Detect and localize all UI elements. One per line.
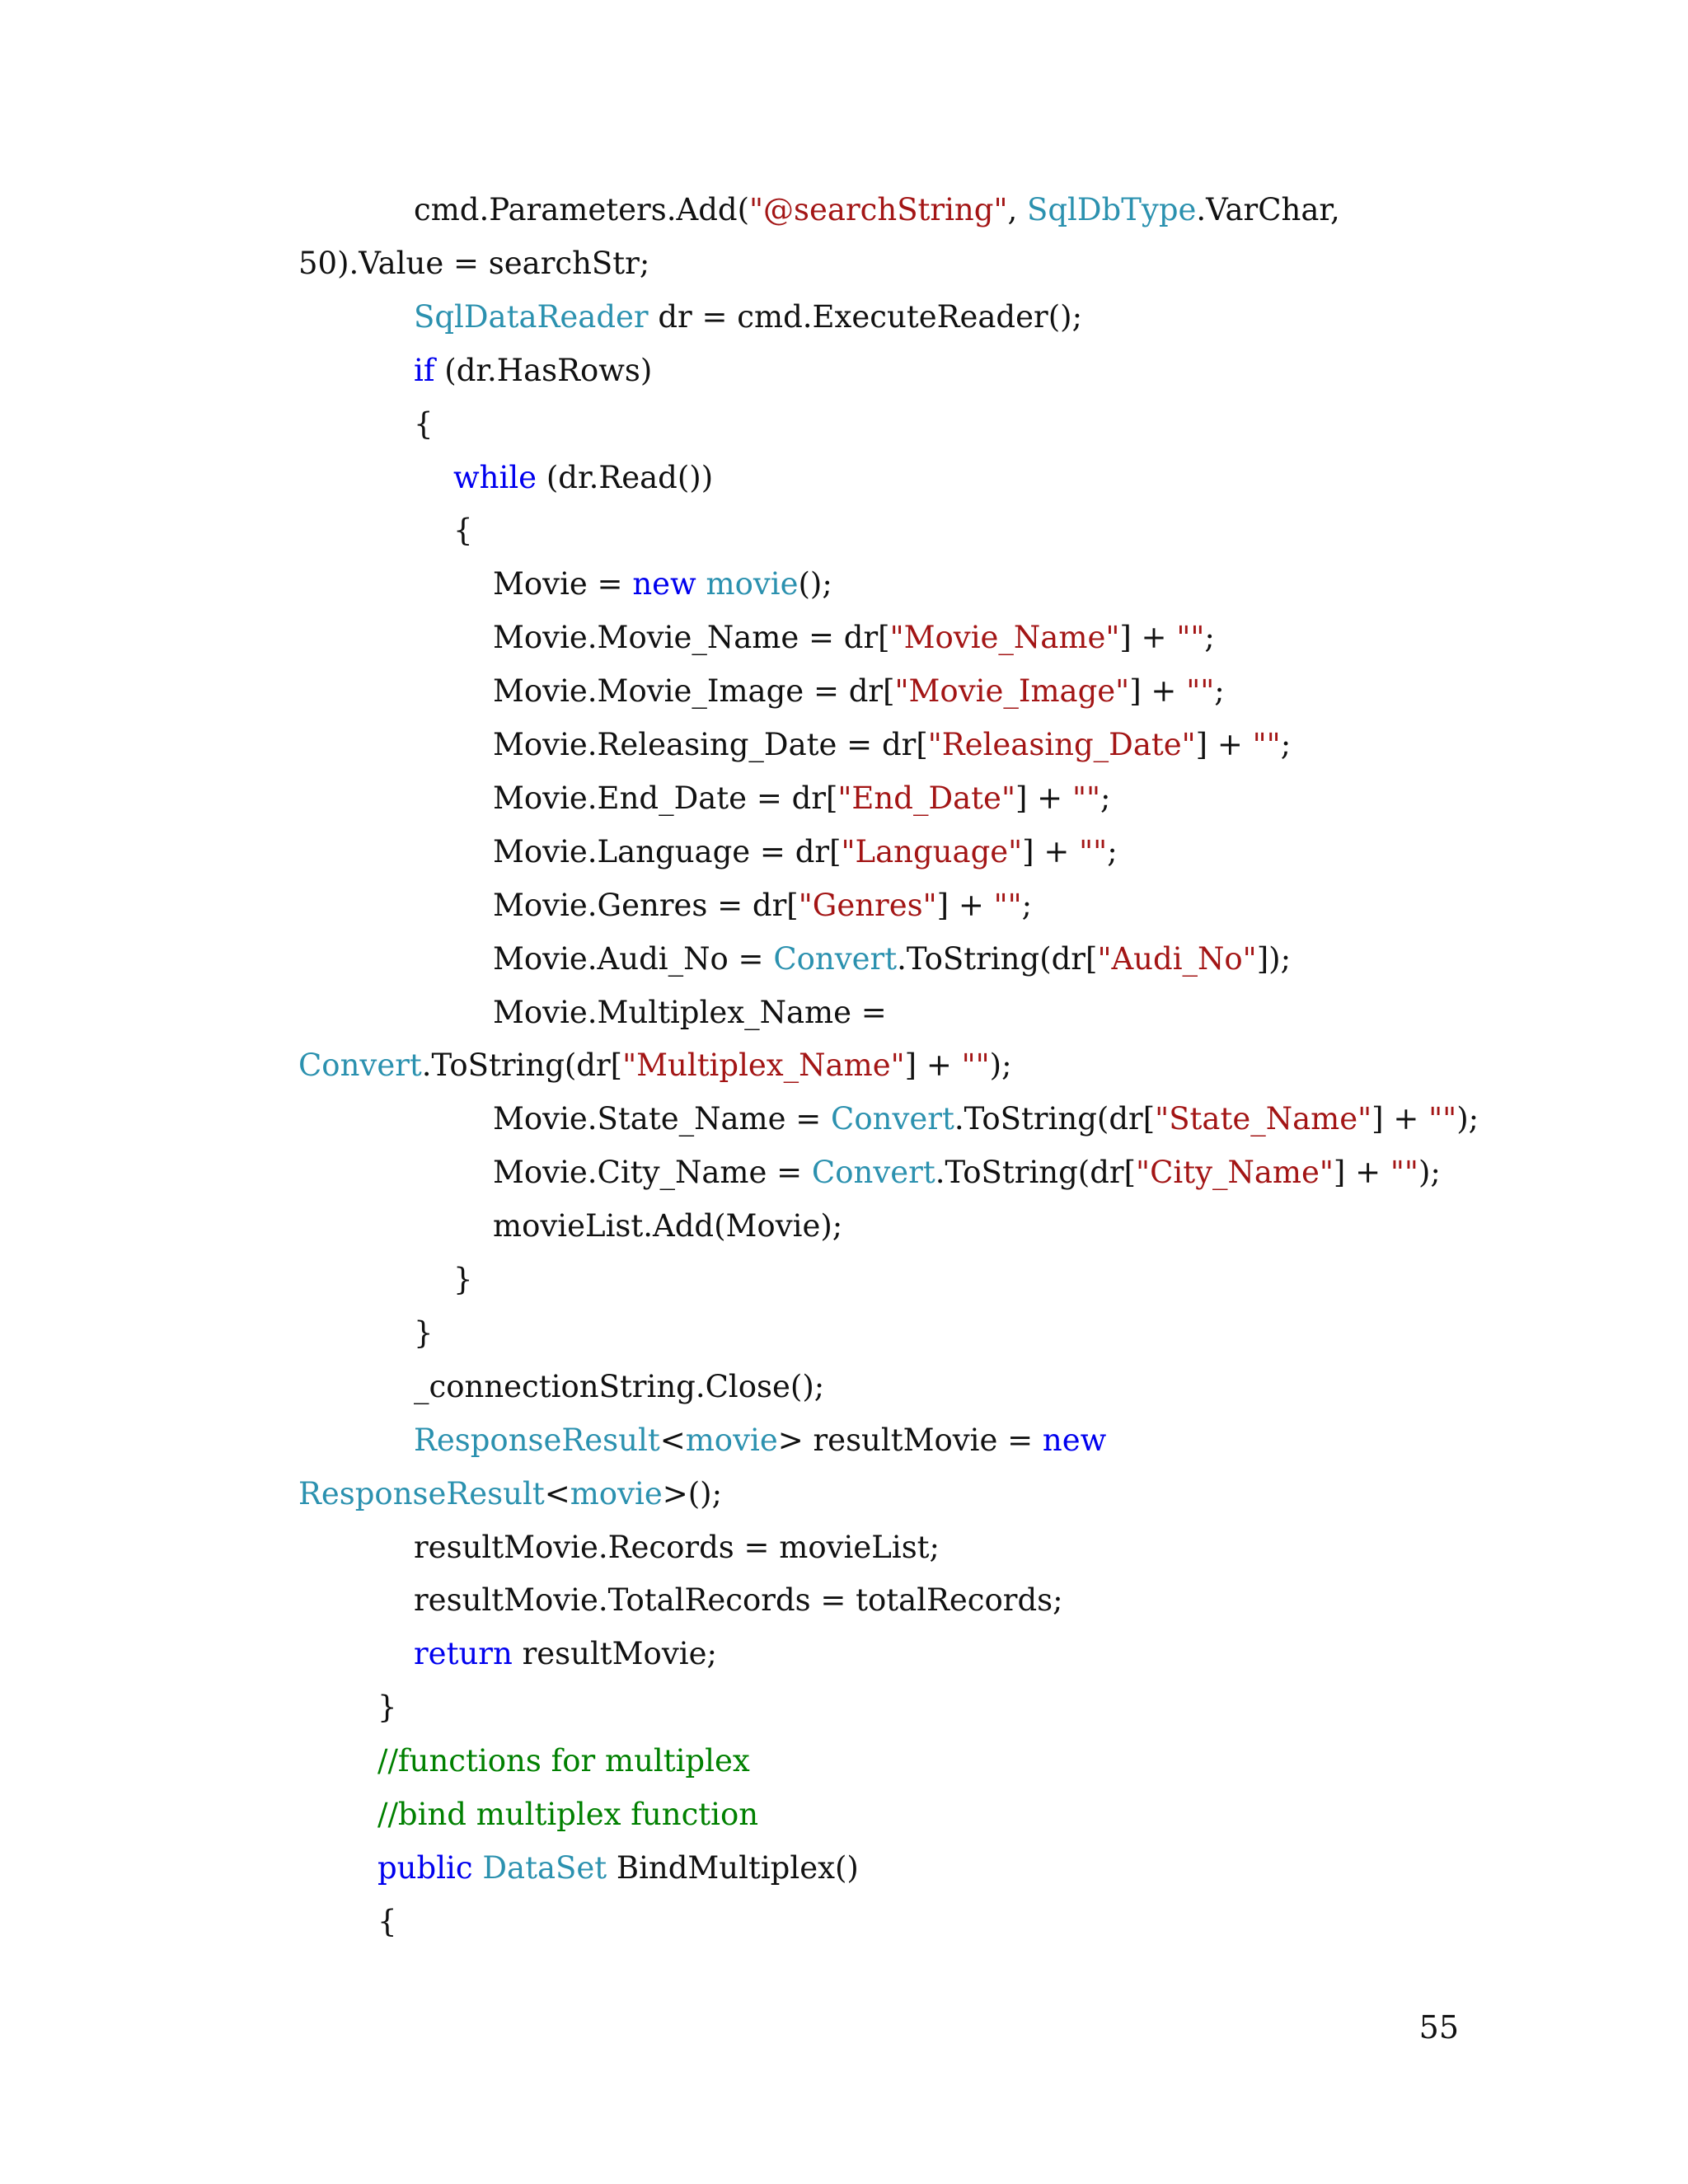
code-token-type: SqlDataReader: [414, 299, 649, 335]
code-token-type: movie: [570, 1476, 663, 1511]
code-line: [298, 239, 649, 288]
code-token-string: "Movie_Name": [889, 620, 1120, 655]
code-token-string: "Language": [841, 834, 1023, 869]
code-line: [414, 1576, 1063, 1625]
code-token-plain: Movie.Audi_No =: [493, 941, 774, 977]
code-token-plain: BindMultiplex(): [607, 1850, 859, 1886]
code-token-keyword: new: [632, 566, 696, 602]
code-token-plain: {: [377, 1904, 397, 1939]
code-token-plain: ] +: [1195, 727, 1253, 762]
code-token-plain: cmd.Parameters.Add(: [414, 192, 749, 227]
code-token-string: "": [961, 1047, 990, 1083]
code-token-plain: Movie =: [493, 566, 633, 602]
code-token-string: "Multiplex_Name": [622, 1047, 905, 1083]
code-token-plain: ();: [798, 566, 832, 602]
code-line: [493, 1148, 1441, 1197]
code-token-string: "": [1186, 673, 1215, 709]
code-token-plain: Movie.City_Name =: [493, 1155, 812, 1190]
code-token-plain: ] +: [1129, 673, 1187, 709]
code-token-plain: ;: [1021, 888, 1033, 923]
code-line: [453, 453, 713, 503]
code-token-keyword: if: [414, 353, 435, 388]
code-token-keyword: new: [1042, 1422, 1107, 1458]
code-token-plain: ] +: [904, 1047, 962, 1083]
code-token-plain: (dr.Read()): [537, 460, 714, 495]
code-token-plain: Movie.Movie_Image = dr[: [493, 673, 895, 709]
code-token-string: "": [1390, 1155, 1418, 1190]
code-token-plain: [473, 1850, 483, 1886]
code-token-keyword: while: [453, 460, 537, 495]
code-token-plain: ;: [1204, 620, 1215, 655]
code-token-plain: .VarChar,: [1196, 192, 1340, 227]
code-line: [414, 1416, 1106, 1465]
code-token-plain: Movie.Movie_Name = dr[: [493, 620, 890, 655]
code-token-string: "@searchString": [749, 192, 1008, 227]
code-token-plain: resultMovie.TotalRecords = totalRecords;: [414, 1582, 1063, 1618]
code-line: [453, 506, 473, 555]
code-line: [493, 560, 832, 609]
code-token-plain: }: [453, 1262, 473, 1297]
code-token-type: movie: [706, 566, 799, 602]
code-token-string: "City_Name": [1136, 1155, 1334, 1190]
code-line: [493, 720, 1291, 770]
code-token-plain: }: [414, 1315, 434, 1351]
code-token-plain: movieList.Add(Movie);: [493, 1208, 843, 1244]
code-line: [377, 1683, 397, 1732]
code-token-plain: ;: [1280, 727, 1292, 762]
code-line: [493, 935, 1291, 984]
code-token-plain: 50).Value = searchStr;: [298, 246, 650, 281]
code-token-string: "": [1252, 727, 1281, 762]
code-token-plain: Movie.Genres = dr[: [493, 888, 799, 923]
code-token-string: "End_Date": [837, 780, 1015, 816]
code-line: [298, 1469, 722, 1519]
code-token-plain: ] +: [1119, 620, 1177, 655]
code-token-plain: resultMovie.Records = movieList;: [414, 1530, 940, 1565]
code-token-type: Convert: [831, 1101, 954, 1137]
code-token-plain: <: [659, 1422, 686, 1458]
code-token-plain: ] +: [1372, 1101, 1429, 1137]
code-token-comment: //bind multiplex function: [377, 1797, 759, 1832]
code-token-plain: ] +: [1333, 1155, 1390, 1190]
code-token-plain: ] +: [936, 888, 994, 923]
code-token-string: "": [1079, 834, 1108, 869]
code-line: [414, 1309, 434, 1358]
code-line: [414, 346, 652, 396]
code-token-type: Convert: [298, 1047, 422, 1083]
code-token-plain: (dr.HasRows): [434, 353, 653, 388]
code-token-plain: ;: [1214, 673, 1225, 709]
code-token-plain: <: [544, 1476, 570, 1511]
code-line: [414, 1523, 940, 1572]
code-token-string: "": [1176, 620, 1205, 655]
code-line: [414, 185, 1340, 235]
code-line: [493, 667, 1225, 716]
code-token-string: "": [1428, 1101, 1457, 1137]
code-token-plain: ;: [1100, 780, 1111, 816]
code-line: [414, 1362, 824, 1412]
code-line: [377, 1844, 859, 1893]
code-token-plain: }: [377, 1690, 397, 1725]
code-line: [298, 1041, 1012, 1090]
code-token-plain: _connectionString.Close();: [414, 1369, 825, 1404]
code-line: [493, 774, 1110, 823]
code-line: [493, 827, 1118, 877]
code-token-plain: ,: [1007, 192, 1028, 227]
code-token-plain: Movie.State_Name =: [493, 1101, 832, 1137]
code-line: [377, 1897, 397, 1947]
code-token-plain: ] +: [1022, 834, 1080, 869]
code-token-plain: );: [1418, 1155, 1441, 1190]
code-line: [493, 988, 887, 1038]
code-token-plain: );: [1456, 1101, 1479, 1137]
code-line: [493, 881, 1032, 930]
code-token-type: Convert: [811, 1155, 935, 1190]
code-token-plain: Movie.Multiplex_Name =: [493, 995, 887, 1030]
code-line: [414, 400, 434, 449]
code-token-plain: Movie.End_Date = dr[: [493, 780, 838, 816]
code-token-plain: ]);: [1256, 941, 1292, 977]
code-token-plain: > resultMovie =: [777, 1422, 1043, 1458]
code-token-plain: Movie.Language = dr[: [493, 834, 842, 869]
code-token-type: ResponseResult: [414, 1422, 660, 1458]
code-line: [493, 1202, 842, 1251]
code-line: [377, 1736, 750, 1786]
code-line: [453, 1255, 473, 1305]
code-token-string: "Releasing_Date": [927, 727, 1196, 762]
code-token-string: "": [1071, 780, 1100, 816]
code-token-plain: [696, 566, 706, 602]
code-token-plain: .ToString(dr[: [954, 1101, 1156, 1137]
code-token-keyword: return: [414, 1636, 513, 1671]
code-token-plain: .ToString(dr[: [935, 1155, 1137, 1190]
code-token-type: SqlDbType: [1027, 192, 1197, 227]
code-line: [414, 1629, 717, 1679]
code-token-comment: //functions for multiplex: [377, 1743, 750, 1779]
code-token-type: Convert: [773, 941, 898, 977]
code-token-plain: .ToString(dr[: [897, 941, 1098, 977]
code-token-plain: );: [989, 1047, 1012, 1083]
code-token-string: "Movie_Image": [894, 673, 1130, 709]
code-token-plain: resultMovie;: [512, 1636, 717, 1671]
code-token-plain: {: [453, 513, 473, 548]
code-line: [493, 1094, 1479, 1144]
code-line: [493, 613, 1215, 663]
code-token-string: "Genres": [798, 888, 937, 923]
code-token-keyword: public: [377, 1850, 473, 1886]
code-token-type: movie: [685, 1422, 778, 1458]
code-token-plain: ] +: [1015, 780, 1072, 816]
code-token-plain: dr = cmd.ExecuteReader();: [648, 299, 1083, 335]
code-token-string: "State_Name": [1155, 1101, 1372, 1137]
code-token-plain: ;: [1107, 834, 1118, 869]
code-token-plain: Movie.Releasing_Date = dr[: [493, 727, 928, 762]
code-token-plain: {: [414, 406, 434, 442]
code-token-plain: >();: [662, 1476, 723, 1511]
code-line: [414, 293, 1082, 342]
code-token-type: DataSet: [482, 1850, 607, 1886]
page-number: 55: [1418, 2009, 1459, 2046]
code-token-string: "Audi_No": [1097, 941, 1257, 977]
code-token-string: "": [993, 888, 1022, 923]
code-line: [377, 1790, 758, 1840]
code-token-type: ResponseResult: [298, 1476, 545, 1511]
code-token-plain: .ToString(dr[: [421, 1047, 623, 1083]
